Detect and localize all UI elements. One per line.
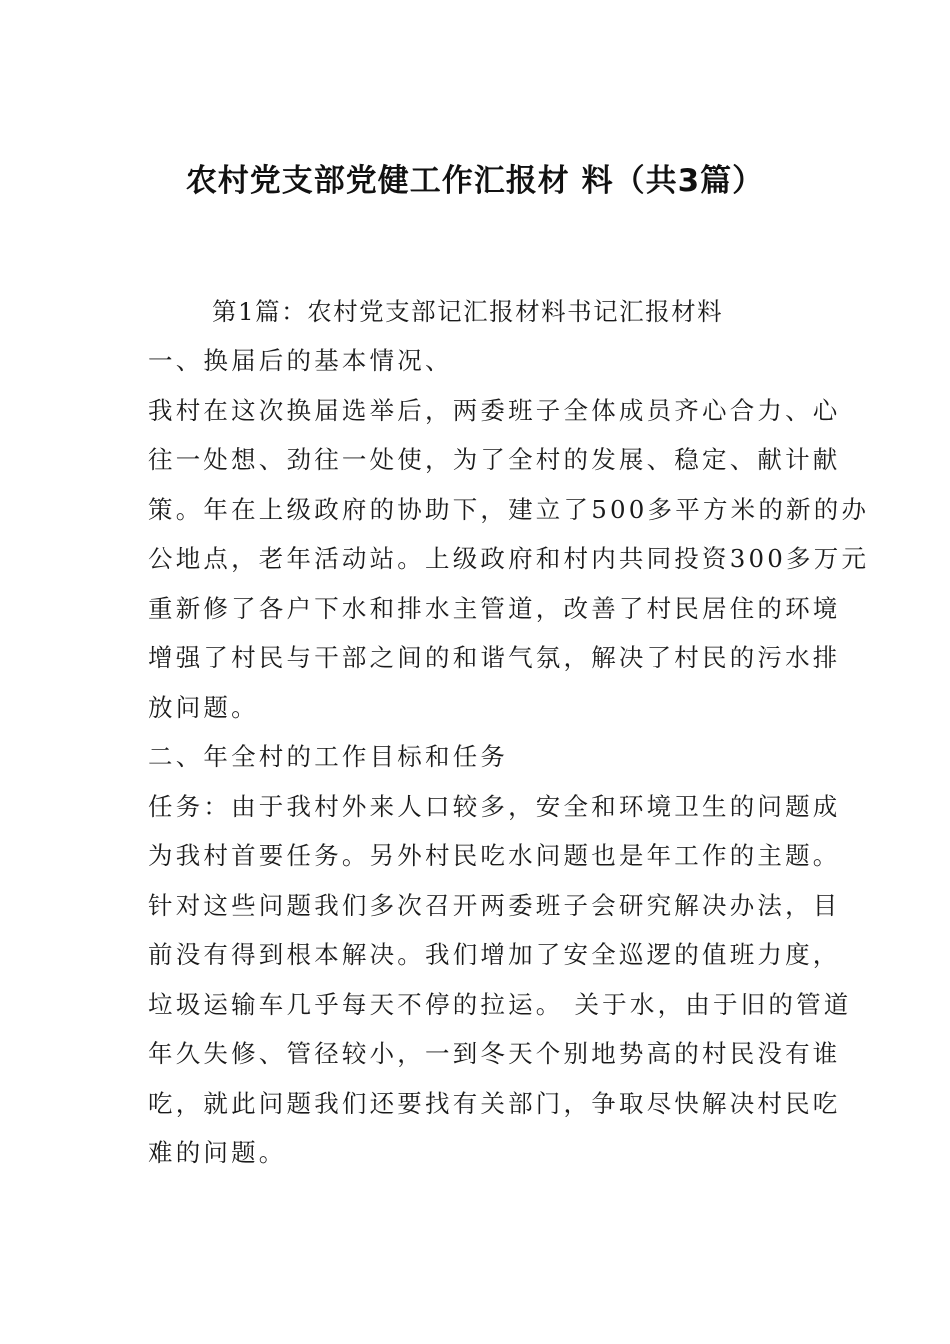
paragraph-line: 重新修了各户下水和排水主管道，改善了村民居住的环境 <box>148 593 841 623</box>
paragraph-line: 公地点，老年活动站。上级政府和村内共同投资300多万元 <box>148 544 870 573</box>
paragraph-line: 针对这些问题我们多次召开两委班子会研究解决办法，目 <box>148 890 841 920</box>
body-text <box>148 336 870 1178</box>
section-subtitle: 第1篇：农村党支部记汇报材料书记汇报材料 <box>212 297 724 326</box>
document-title: 农村党支部党健工作汇报材 料（共3篇） <box>185 163 765 199</box>
paragraph-line: 年久失修、管径较小，一到冬天个别地势高的村民没有谁 <box>148 1039 841 1068</box>
paragraph-line: 策。年在上级政府的协助下，建立了500多平方米的新的办 <box>148 494 870 524</box>
paragraph-line: 吃，就此问题我们还要找有关部门，争取尽快解决村民吃 <box>148 1088 841 1118</box>
paragraph-line: 为我村首要任务。另外村民吃水问题也是年工作的主题。 <box>148 841 841 870</box>
paragraph-line: 放问题。 <box>148 692 259 722</box>
paragraph-line: 往一处想、劲往一处使，为了全村的发展、稳定、献计献 <box>148 445 841 474</box>
paragraph-line: 增强了村民与干部之间的和谐气氛，解决了村民的污水排 <box>148 643 841 672</box>
paragraph-line: 垃圾运输车几乎每天不停的拉运。 关于水，由于旧的管道 <box>148 989 852 1019</box>
heading-line-1: 一、换届后的基本情况、 <box>148 346 453 375</box>
heading-line-2: 二、年全村的工作目标和任务 <box>148 742 509 771</box>
paragraph-line: 任务：由于我村外来人口较多，安全和环境卫生的问题成 <box>148 791 841 821</box>
paragraph-line: 我村在这次换届选举后，两委班子全体成员齐心合力、心 <box>148 395 841 425</box>
paragraph-line: 难的问题。 <box>148 1138 287 1167</box>
paragraph-line: 前没有得到根本解决。我们增加了安全巡逻的值班力度， <box>148 940 841 969</box>
